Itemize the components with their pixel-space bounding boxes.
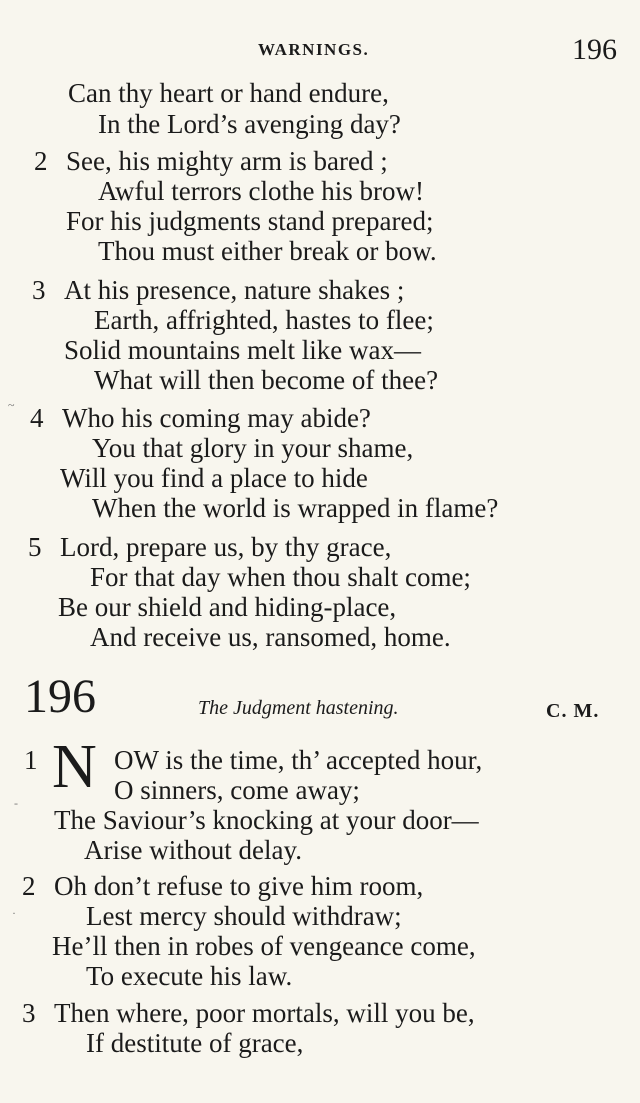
- verse-line: At his presence, nature shakes ;: [64, 275, 405, 305]
- stanza-number: 4: [30, 403, 44, 433]
- margin-mark: -: [14, 796, 18, 810]
- stanza-number: 2: [22, 871, 36, 901]
- drop-cap: N: [52, 733, 97, 801]
- hymn-title: The Judgment hastening.: [198, 697, 399, 719]
- verse-line: The Saviour’s knocking at your door—: [54, 805, 479, 835]
- verse-line: Earth, affrighted, hastes to flee;: [94, 305, 434, 335]
- running-head: WARNINGS.: [258, 40, 370, 59]
- verse-line: Solid mountains melt like wax—: [64, 335, 421, 365]
- margin-mark: ·: [12, 906, 16, 920]
- stanza-number: 3: [32, 275, 46, 305]
- page-number: 196: [572, 33, 617, 66]
- verse-line: What will then become of thee?: [94, 365, 439, 395]
- verse-line: Awful terrors clothe his brow!: [98, 176, 424, 206]
- verse-line: Who his coming may abide?: [62, 403, 371, 433]
- verse-line: O sinners, come away;: [114, 775, 360, 805]
- verse-line: OW is the time, th’ accepted hour,: [114, 745, 483, 775]
- stanza-number: 1: [24, 745, 38, 775]
- margin-mark: ~: [8, 398, 15, 412]
- hymn-number: 196: [24, 670, 96, 723]
- verse-line: Lest mercy should withdraw;: [86, 901, 402, 931]
- verse-line: If destitute of grace,: [86, 1028, 304, 1058]
- verse-line: You that glory in your shame,: [92, 433, 414, 463]
- verse-line: Can thy heart or hand endure,: [68, 78, 389, 108]
- hymn-meter: C. M.: [546, 700, 600, 722]
- verse-line: He’ll then in robes of vengeance come,: [52, 931, 476, 961]
- stanza-number: 3: [22, 998, 36, 1028]
- verse-line: Thou must either break or bow.: [98, 236, 437, 266]
- stanza-number: 2: [34, 146, 48, 176]
- verse-line: Be our shield and hiding-place,: [58, 592, 397, 622]
- verse-line: For his judgments stand prepared;: [66, 206, 434, 236]
- verse-line: And receive us, ransomed, home.: [90, 622, 451, 652]
- verse-line: See, his mighty arm is bared ;: [66, 146, 388, 176]
- verse-line: When the world is wrapped in flame?: [92, 493, 499, 523]
- stanza-number: 5: [28, 532, 42, 562]
- verse-line: To execute his law.: [86, 961, 293, 991]
- verse-line: For that day when thou shalt come;: [90, 562, 471, 592]
- verse-line: Then where, poor mortals, will you be,: [54, 998, 475, 1028]
- verse-line: Arise without delay.: [84, 835, 302, 865]
- verse-line: Lord, prepare us, by thy grace,: [60, 532, 392, 562]
- verse-line: Will you find a place to hide: [60, 463, 368, 493]
- verse-line: Oh don’t refuse to give him room,: [54, 871, 424, 901]
- verse-line: In the Lord’s avenging day?: [98, 109, 401, 139]
